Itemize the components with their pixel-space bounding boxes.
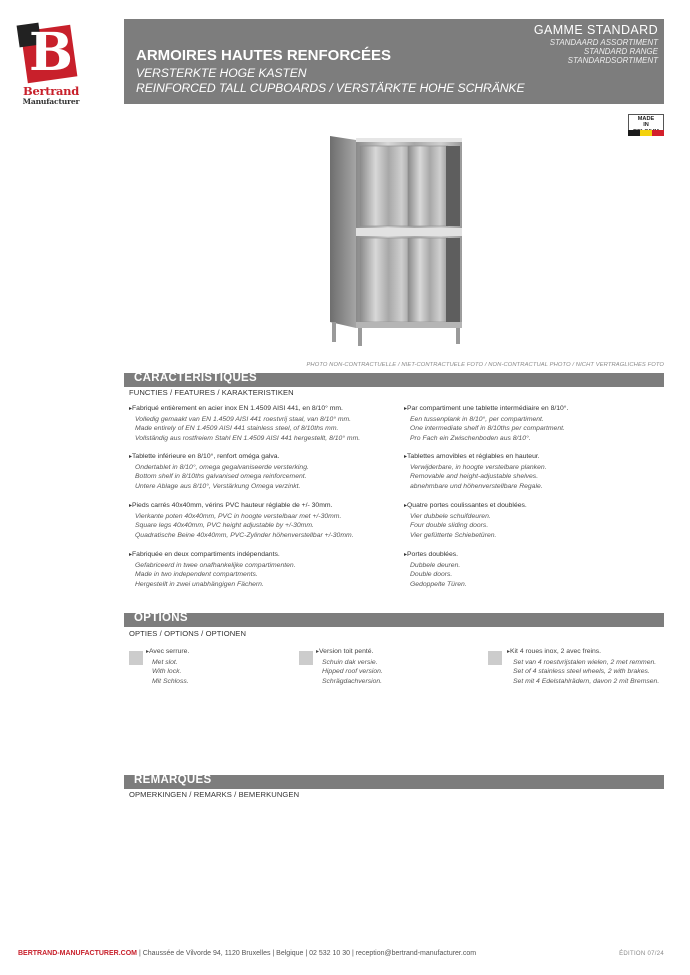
footer [18, 950, 476, 957]
option-text-fr: ▸ Version toit penté. [316, 647, 383, 658]
feature-text-fr: ▸ Portes doublées. [404, 550, 674, 561]
feature-item [129, 501, 399, 540]
option-checkbox-roof[interactable] [299, 651, 313, 665]
remarks-subtitle: OPMERKINGEN / REMARKS / BEMERKUNGEN [129, 790, 300, 799]
feature-text-nl: Gefabriceerd in twee onafhankelijke compartimenten. [135, 561, 296, 569]
range-nl: STANDAARD ASSORTIMENT [549, 38, 658, 47]
feature-item [129, 404, 399, 443]
product-photo [320, 128, 470, 348]
feature-text-fr: ▸ Fabriqué entièrement en acier inox EN 1.4509 AISI 441, en 8/10° mm. [129, 404, 399, 415]
option-text-nl: Schuin dak versie. [322, 658, 378, 666]
feature-text-nl: Een tussenplank in 8/10°, per compartiment. [410, 415, 544, 423]
option-item [316, 647, 383, 686]
range-en: STANDARD RANGE [583, 47, 658, 56]
badge-line-1: MADE [637, 116, 655, 122]
option-text-nl: Set van 4 roestvrijstalen wielen, 2 met remmen. [513, 658, 657, 666]
feature-text-de: Quadratische Beine 40x40mm, PVC-Zylinder höhenverstellbar +/-30mm. [135, 531, 354, 539]
feature-text-fr: ▸ Fabriquée en deux compartiments indépendants. [129, 550, 399, 561]
photo-caption: PHOTO NON-CONTRACTUELLE / NIET-CONTRACTUELE FOTO / NON-CONTRACTUAL PHOTO / NICHT VERTRAGLICHES FOTO [306, 362, 664, 368]
edition-label: ÉDITION 07/24 [619, 951, 664, 957]
flag-stripe [652, 130, 664, 136]
feature-text-de: Gedoppelte Türen. [410, 580, 467, 588]
bertrand-logo [18, 24, 84, 106]
option-text-fr: ▸ Avec serrure. [146, 647, 189, 658]
remarks-bar [124, 775, 664, 789]
feature-text-en: Four double sliding doors. [410, 522, 489, 530]
flag-stripe [640, 130, 652, 136]
feature-text-nl: Volledig gemaakt van EN 1.4509 AISI 441 roestvrij staal, van 8/10° mm. [135, 415, 352, 423]
range-title: GAMME STANDARD [533, 23, 658, 37]
logo-name: Bertrand [23, 84, 79, 98]
option-text-en: With lock. [152, 668, 182, 676]
feature-text-nl: Vier dubbele schuifdeuren. [410, 512, 491, 520]
feature-text-fr: ▸ Quatre portes coulissantes et doublées. [404, 501, 674, 512]
option-text-fr: ▸ Kit 4 roues inox, 2 avec freins. [507, 647, 659, 658]
remarks-title: REMARQUES [134, 774, 212, 786]
feature-text-de: abnehmbare und höhenverstellbare Regale. [410, 482, 543, 490]
option-checkbox-wheels[interactable] [488, 651, 502, 665]
feature-text-de: Hergestellt in zwei unabhängigen Fächern. [135, 580, 264, 588]
feature-text-en: Made in two independent compartments. [135, 571, 258, 579]
footer-address: | Chaussée de Vilvorde 94, 1120 Bruxelles | Belgique | 02 532 10 30 | reception@bertrand-manufacturer.com [137, 950, 477, 957]
feature-item [129, 452, 399, 491]
feature-text-nl: Vierkante poten 40x40mm, PVC in hoogte verstelbaar met +/-30mm. [135, 512, 342, 520]
page-title: ARMOIRES HAUTES RENFORCÉES [136, 47, 392, 64]
features-bar [124, 373, 664, 387]
feature-text-en: Square legs 40x40mm, PVC height adjustable by +/-30mm. [135, 522, 314, 530]
option-text-en: Set of 4 stainless steel wheels, 2 with brakes. [513, 668, 650, 676]
option-text-de: Schrägdachversion. [322, 677, 383, 685]
features-subtitle: FUNCTIES / FEATURES / KARAKTERISTIKEN [129, 388, 294, 397]
range-de: STANDARDSORTIMENT [567, 56, 658, 65]
title-nl: VERSTERKTE HOGE KASTEN [136, 66, 307, 80]
feature-text-fr: ▸ Tablette inférieure en 8/10°, renfort oméga galva. [129, 452, 399, 463]
feature-text-en: Made entirely of EN 1.4509 AISI 441 stainless steel, of 8/10ths mm. [135, 425, 339, 433]
feature-text-en: Bottom shelf in 8/10ths galvanised omega reinforcement. [135, 473, 307, 481]
feature-text-en: Removable and height-adjustable shelves. [410, 473, 539, 481]
feature-text-fr: ▸ Par compartiment une tablette intermédiaire en 8/10°. [404, 404, 674, 415]
option-item [146, 647, 189, 686]
feature-text-en: One intermediate shelf in 8/10ths per compartment. [410, 425, 565, 433]
option-item [507, 647, 659, 686]
feature-text-de: Vollständig aus rostfreiem Stahl EN 1.4509 AISI 441 hergestellt, 8/10° mm. [135, 434, 361, 442]
feature-item [404, 404, 674, 443]
feature-text-de: Untere Ablage aus 8/10°, Verstärkung Omega verzinkt. [135, 482, 301, 490]
feature-text-de: Pro Fach ein Zwischenboden aus 8/10°. [410, 434, 531, 442]
option-text-nl: Met slot. [152, 658, 178, 666]
feature-item [404, 550, 674, 589]
logo-letter: B [29, 22, 73, 83]
feature-text-en: Double doors. [410, 571, 453, 579]
badge-line-2: IN [643, 122, 649, 129]
feature-text-de: Vier gefütterte Schiebetüren. [410, 531, 497, 539]
feature-text-nl: Ondertablet in 8/10°, omega gegalvaniseerde versterking. [135, 463, 309, 471]
title-en-de: REINFORCED TALL CUPBOARDS / VERSTÄRKTE HOHE SCHRÄNKE [136, 81, 525, 95]
feature-text-fr: ▸ Pieds carrés 40x40mm, vérins PVC hauteur réglable de +/- 30mm. [129, 501, 399, 512]
option-text-de: Mit Schloss. [152, 677, 189, 685]
belgian-flag-icon [628, 130, 664, 136]
feature-text-nl: Dubbele deuren. [410, 561, 461, 569]
feature-item [404, 501, 674, 540]
option-text-en: Hipped roof version. [322, 668, 383, 676]
options-bar [124, 613, 664, 627]
features-title: CARACTÉRISTIQUES [134, 372, 258, 384]
options-title: OPTIONS [134, 612, 188, 624]
feature-text-fr: ▸ Tablettes amovibles et réglables en hauteur. [404, 452, 674, 463]
feature-text-nl: Verwijderbare, in hoogte verstelbare planken. [410, 463, 547, 471]
footer-website-link[interactable]: BERTRAND-MANUFACTURER.COM [18, 950, 137, 957]
feature-item [129, 550, 399, 589]
logo-sub: Manufacturer [22, 97, 80, 106]
feature-item [404, 452, 674, 491]
flag-stripe [628, 130, 640, 136]
header-banner [124, 19, 664, 104]
options-subtitle: OPTIES / OPTIONS / OPTIONEN [129, 629, 247, 638]
option-text-de: Set mit 4 Edelstahlrädern, davon 2 mit Bremsen. [513, 677, 660, 685]
option-checkbox-lock[interactable] [129, 651, 143, 665]
